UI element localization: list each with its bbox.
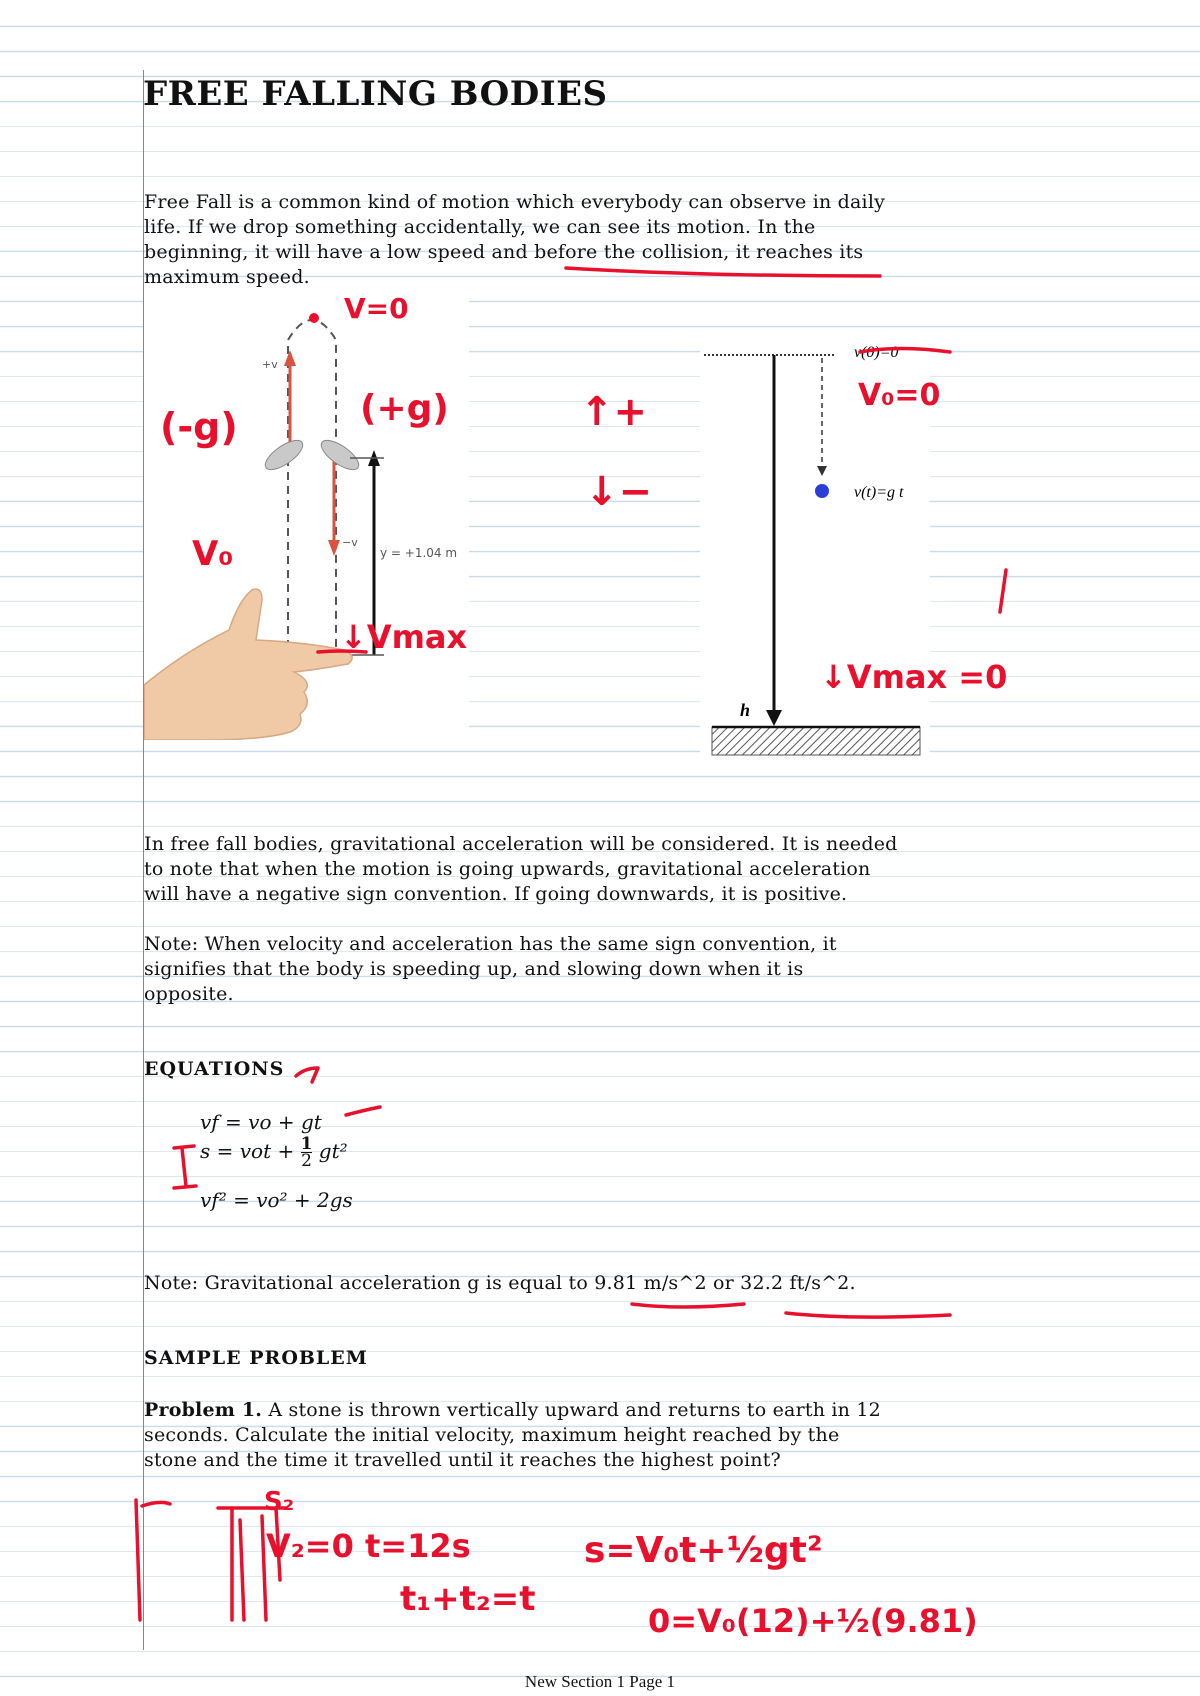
annotation-v0: V₀ bbox=[192, 534, 234, 574]
fraction-denominator: 2 bbox=[301, 1151, 312, 1171]
annotation-plus-g: (+g) bbox=[360, 388, 449, 429]
intro-line: maximum speed. bbox=[144, 266, 310, 288]
annotation-vmax-zero: ↓Vmax =0 bbox=[820, 658, 1008, 696]
sample-problem-heading: SAMPLE PROBLEM bbox=[144, 1347, 368, 1369]
coin-toss-figure bbox=[144, 300, 469, 740]
annotation-work-time: t₁+t₂=t bbox=[400, 1579, 536, 1619]
one-half-fraction bbox=[301, 1136, 313, 1169]
gravity-line: In free fall bodies, gravitational acceleration will be considered. It is needed bbox=[144, 833, 898, 855]
equation-final-velocity: vf = vo + gt bbox=[200, 1110, 322, 1134]
note-line: Note: When velocity and acceleration has the same sign convention, it bbox=[144, 933, 837, 955]
minus-v-label: −v bbox=[342, 536, 358, 549]
intro-line: life. If we drop something accidentally, we can see its motion. In the bbox=[144, 216, 816, 238]
intro-line: Free Fall is a common kind of motion which everybody can observe in daily bbox=[144, 191, 886, 213]
problem-line: seconds. Calculate the initial velocity, maximum height reached by the bbox=[144, 1424, 840, 1446]
h-label: h bbox=[740, 700, 751, 720]
note-line: signifies that the body is speeding up, and slowing down when it is bbox=[144, 958, 804, 980]
gravity-line: to note that when the motion is going upwards, gravitational acceleration bbox=[144, 858, 871, 880]
problem-line bbox=[144, 1398, 974, 1423]
eq2-right: gt² bbox=[318, 1139, 348, 1163]
fraction-numerator: 1 bbox=[300, 1134, 313, 1154]
annotation-mark: | bbox=[1000, 599, 1001, 601]
annotation-v0-zero: V₀=0 bbox=[858, 378, 941, 413]
eq2-left: s = vot + bbox=[200, 1139, 295, 1163]
drop-diagram bbox=[700, 330, 930, 760]
annotation-vmax: ↓Vmax bbox=[340, 618, 468, 656]
annotation-up-plus: ↑+ bbox=[580, 389, 648, 435]
vt-label: v(t)=g t bbox=[854, 484, 904, 501]
problem-line: stone and the time it travelled until it reaches the highest point? bbox=[144, 1449, 781, 1471]
intro-paragraph bbox=[144, 190, 974, 290]
note-gravity-value: Note: Gravitational acceleration g is equal to 9.81 m/s^2 or 32.2 ft/s^2. bbox=[144, 1272, 856, 1294]
coin-toss-illustration bbox=[144, 300, 469, 740]
intro-line: beginning, it will have a low speed and before the collision, it reaches its bbox=[144, 241, 864, 263]
annotation-minus-g: (-g) bbox=[160, 405, 238, 449]
problem-label: Problem 1. bbox=[144, 1399, 263, 1421]
height-label: y = +1.04 m bbox=[380, 546, 458, 560]
page-footer: New Section 1 Page 1 bbox=[524, 1672, 676, 1691]
gravity-line: will have a negative sign convention. If going downwards, it is positive. bbox=[144, 883, 848, 905]
page-title: FREE FALLING BODIES bbox=[143, 74, 608, 114]
annotation-work-s2: S₂ bbox=[264, 1487, 295, 1517]
annotation-v-zero: V=0 bbox=[344, 292, 409, 325]
annotation-work-substitution: 0=V₀(12)+½(9.81) bbox=[648, 1602, 978, 1640]
problem-text: A stone is thrown vertically upward and returns to earth in 12 bbox=[262, 1399, 881, 1421]
v0-label: v(0)=0 bbox=[854, 344, 899, 361]
annotation-work-formula: s=V₀t+½gt² bbox=[584, 1530, 823, 1571]
annotation-down-minus: ↓− bbox=[585, 469, 653, 515]
equations-heading: EQUATIONS bbox=[144, 1058, 285, 1080]
plus-v-label: +v bbox=[262, 358, 278, 371]
problem-1 bbox=[144, 1398, 974, 1473]
note-sign-convention bbox=[144, 932, 974, 1007]
equation-displacement bbox=[200, 1136, 348, 1169]
annotation-work-given: V₂=0 t=12s bbox=[266, 1527, 471, 1565]
gravity-paragraph bbox=[144, 832, 974, 907]
drop-figure bbox=[700, 330, 930, 760]
equation-velocity-squared: vf² = vo² + 2gs bbox=[200, 1188, 353, 1212]
note-line: opposite. bbox=[144, 983, 234, 1005]
